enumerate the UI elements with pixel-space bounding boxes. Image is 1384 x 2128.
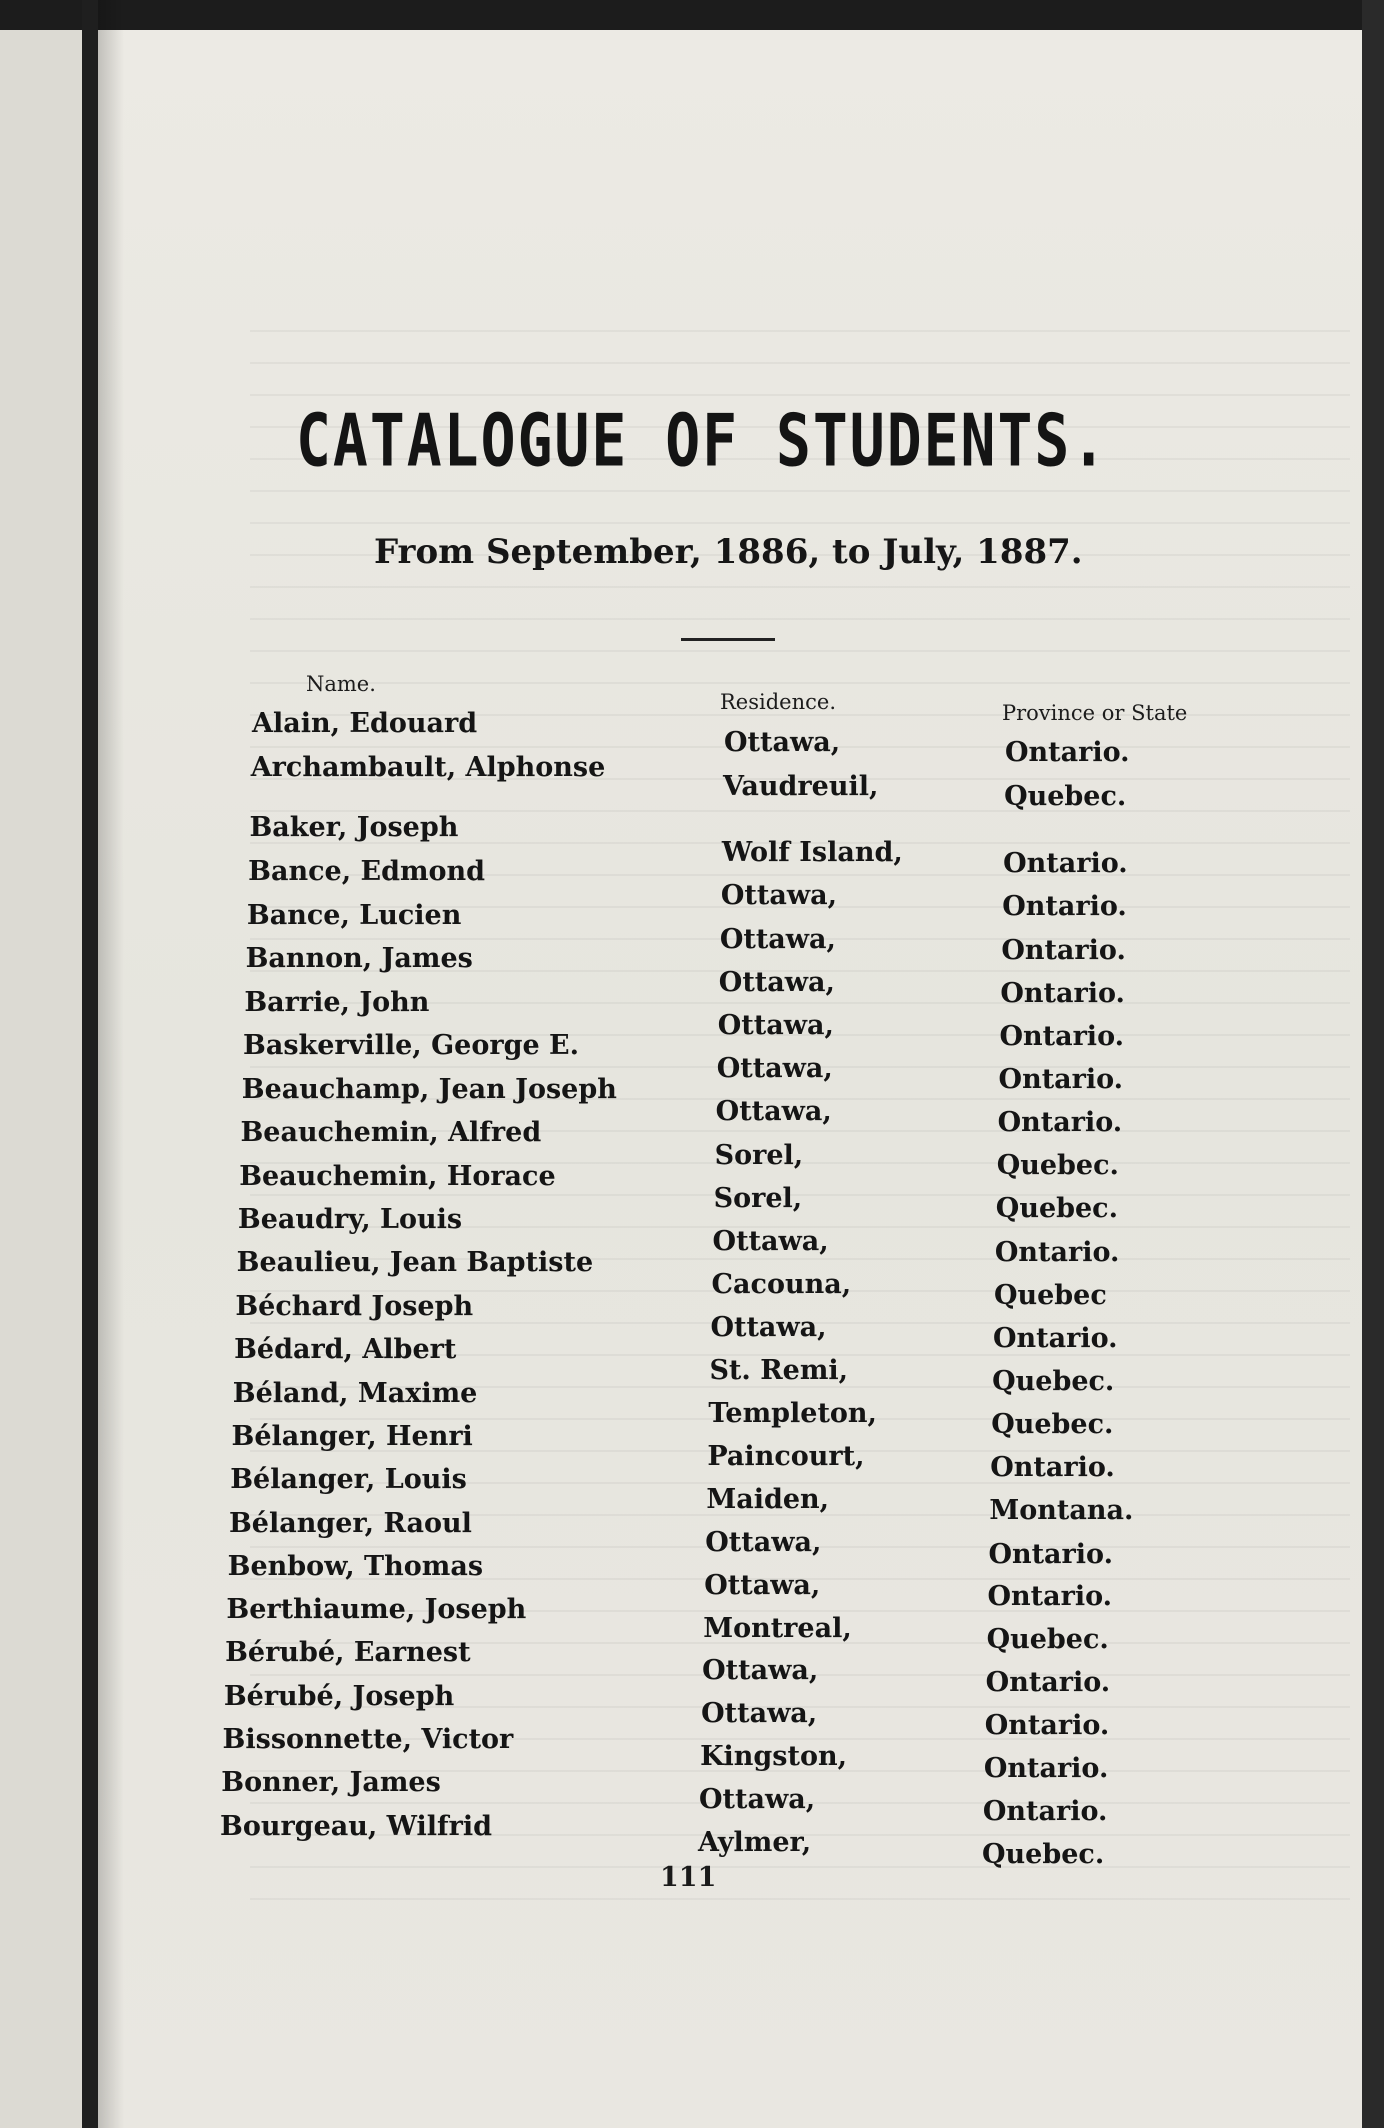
- student-province: Ontario.: [993, 1323, 1118, 1354]
- student-residence: Sorel,: [713, 1183, 803, 1214]
- student-province: Quebec.: [996, 1150, 1119, 1181]
- scan-right-border: [1362, 0, 1384, 2128]
- student-residence: Cacouna,: [711, 1269, 852, 1300]
- student-name: Beauchemin, Alfred: [240, 1117, 542, 1148]
- student-name: Beaulieu, Jean Baptiste: [236, 1247, 594, 1278]
- student-residence: Ottawa,: [715, 1096, 832, 1127]
- student-residence: Templeton,: [708, 1398, 877, 1429]
- student-residence: Ottawa,: [717, 1010, 834, 1041]
- student-province: Quebec.: [986, 1624, 1109, 1655]
- student-name: Béchard Joseph: [235, 1291, 474, 1322]
- student-name: Bérubé, Earnest: [225, 1637, 471, 1668]
- student-residence: Sorel,: [714, 1140, 804, 1171]
- student-residence: Vaudreuil,: [722, 771, 879, 802]
- student-province: Ontario.: [1005, 737, 1130, 768]
- title-rule: [681, 638, 775, 641]
- book-spine: [82, 0, 98, 2128]
- student-name: Baskerville, George E.: [243, 1030, 580, 1061]
- student-residence: Ottawa,: [699, 1784, 816, 1815]
- student-name: Bissonnette, Victor: [222, 1724, 514, 1755]
- student-name: Berthiaume, Joseph: [226, 1594, 527, 1625]
- student-province: Montana.: [989, 1495, 1134, 1526]
- student-province: Ontario.: [997, 1107, 1123, 1138]
- student-province: Ontario.: [988, 1539, 1113, 1570]
- column-header-province: Province or State: [1002, 701, 1188, 725]
- student-province: Quebec.: [991, 1409, 1114, 1440]
- student-residence: Paincourt,: [707, 1441, 865, 1472]
- student-province: Quebec.: [1004, 781, 1127, 812]
- student-name: Bance, Lucien: [246, 900, 462, 931]
- student-residence: Ottawa,: [701, 1698, 818, 1729]
- student-residence: Ottawa,: [702, 1655, 819, 1686]
- student-province: Ontario.: [982, 1796, 1108, 1827]
- spine-shadow: [98, 0, 124, 2128]
- column-header-name: Name.: [306, 672, 376, 696]
- facing-page-edge: [0, 30, 82, 2128]
- student-residence: St. Remi,: [709, 1355, 849, 1386]
- student-province: Ontario.: [999, 1021, 1125, 1052]
- student-name: Beauchamp, Jean Joseph: [241, 1074, 617, 1105]
- student-residence: Ottawa,: [710, 1312, 827, 1343]
- page-subtitle: From September, 1886, to July, 1887.: [374, 532, 1083, 572]
- student-residence: Ottawa,: [720, 880, 837, 911]
- student-residence: Ottawa,: [716, 1053, 833, 1084]
- page-title: CATALOGUE OF STUDENTS.: [296, 398, 1109, 483]
- student-name: Bonner, James: [221, 1767, 441, 1798]
- student-province: Ontario.: [1003, 848, 1128, 879]
- student-name: Benbow, Thomas: [227, 1551, 484, 1582]
- student-residence: Montreal,: [703, 1613, 852, 1644]
- student-residence: Maiden,: [706, 1484, 830, 1515]
- student-residence: Wolf Island,: [721, 837, 903, 868]
- student-name: Bélanger, Henri: [231, 1421, 473, 1452]
- student-province: Ontario.: [1002, 891, 1127, 922]
- student-province: Quebec: [993, 1280, 1107, 1311]
- student-residence: Ottawa,: [712, 1226, 829, 1257]
- student-province: Ontario.: [987, 1581, 1113, 1612]
- student-residence: Kingston,: [700, 1741, 848, 1772]
- student-province: Ontario.: [984, 1710, 1110, 1741]
- student-province: Ontario.: [985, 1667, 1111, 1698]
- student-residence: Ottawa,: [718, 967, 835, 998]
- scan-top-border: [0, 0, 1384, 30]
- student-name: Bannon, James: [245, 943, 473, 974]
- student-province: Ontario.: [998, 1064, 1124, 1095]
- student-name: Bélanger, Raoul: [228, 1508, 472, 1539]
- student-province: Ontario.: [983, 1753, 1109, 1784]
- student-province: Ontario.: [1000, 978, 1125, 1009]
- student-name: Bourgeau, Wilfrid: [220, 1811, 493, 1842]
- student-name: Barrie, John: [244, 987, 430, 1018]
- student-name: Beauchemin, Horace: [239, 1161, 556, 1192]
- student-name: Bérubé, Joseph: [223, 1681, 455, 1712]
- student-name: Béland, Maxime: [232, 1378, 478, 1409]
- student-residence: Ottawa,: [705, 1527, 822, 1558]
- student-province: Quebec.: [995, 1193, 1119, 1224]
- student-name: Beaudry, Louis: [237, 1204, 463, 1235]
- student-name: Bance, Edmond: [248, 856, 486, 887]
- student-province: Ontario.: [994, 1237, 1120, 1268]
- student-name: Alain, Edouard: [252, 708, 478, 739]
- student-residence: Aylmer,: [698, 1827, 812, 1858]
- student-name: Bédard, Albert: [234, 1334, 457, 1365]
- student-residence: Ottawa,: [724, 727, 841, 758]
- student-province: Ontario.: [990, 1452, 1115, 1483]
- student-name: Archambault, Alphonse: [250, 752, 606, 783]
- student-province: Quebec.: [982, 1839, 1105, 1870]
- student-name: Bélanger, Louis: [230, 1464, 467, 1495]
- column-header-residence: Residence.: [720, 690, 836, 714]
- page-number: 111: [660, 1862, 717, 1893]
- student-residence: Ottawa,: [704, 1570, 821, 1601]
- student-province: Quebec.: [992, 1366, 1115, 1397]
- student-name: Baker, Joseph: [249, 812, 459, 843]
- student-residence: Ottawa,: [719, 924, 836, 955]
- student-province: Ontario.: [1001, 935, 1126, 966]
